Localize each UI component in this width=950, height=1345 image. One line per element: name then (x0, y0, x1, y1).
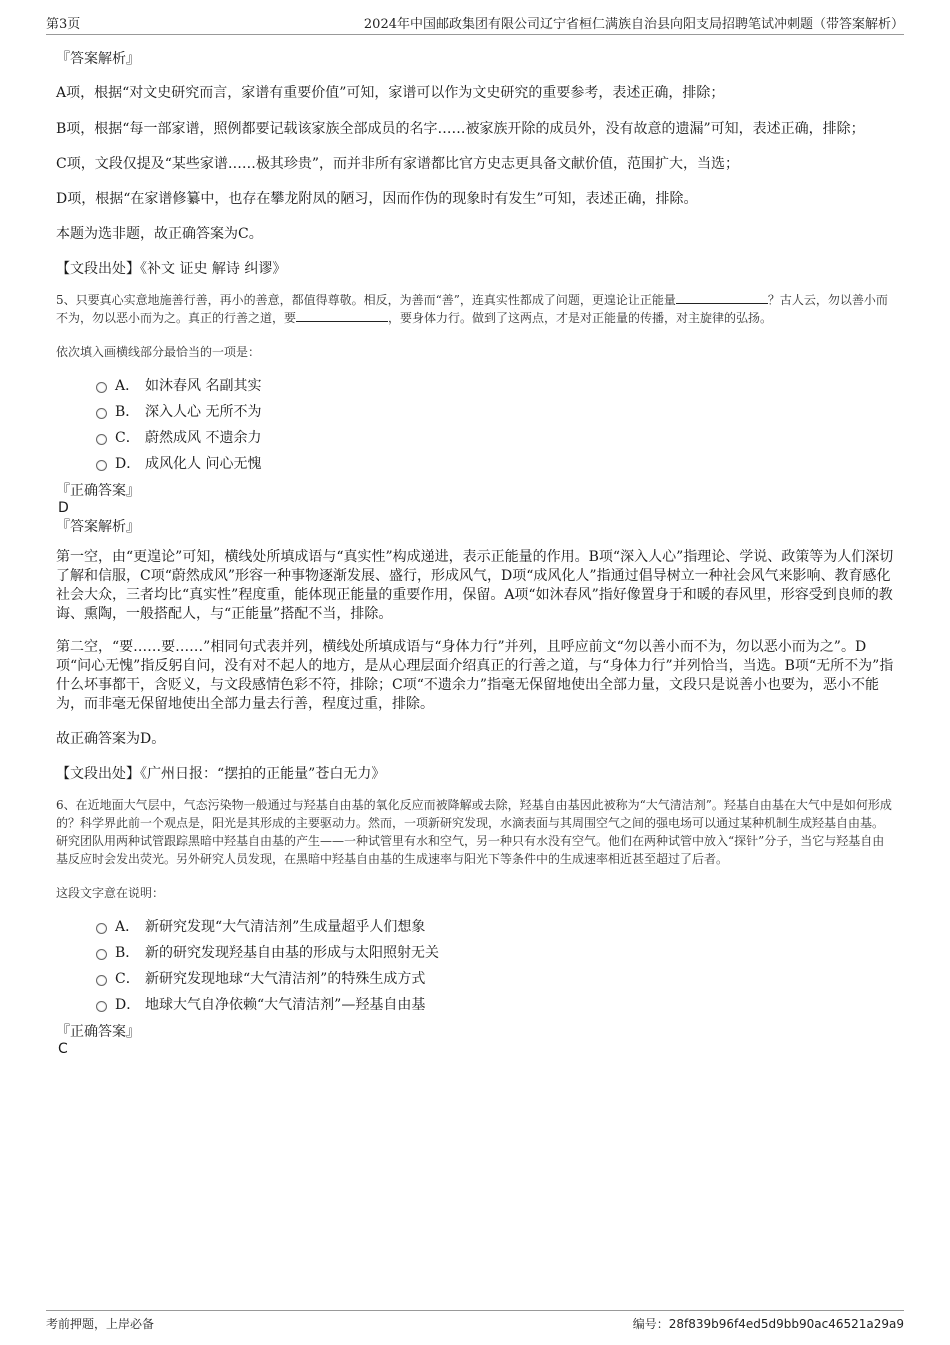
correct-answer-tag: 『正确答案』 (56, 483, 140, 499)
option-b[interactable]: B． 深入人心 无所不为 (96, 398, 894, 424)
option-c[interactable]: C． 新研究发现地球“大气清洁剂”的特殊生成方式 (96, 965, 894, 991)
analysis-a: A项，根据“对文史研究而言，家谱有重要价值”可知，家谱可以作为文史研究的重要参考，表述正确，排除； (56, 85, 725, 101)
blank-2 (296, 309, 388, 322)
analysis-blank-2: 第二空，“要……要……”相同句式表并列，横线处所填成语与“身体力行”并列，且呼应前文“勿以善小而不为，勿以恶小而为之”。D项“问心无愧”指反躬自问，没有对不起人的地方，是从心理层面介绍真正的行善之道，与“身体力行”并列恰当，当选。B项“无所不为”指什么坏事都干，含贬义，与文段感情色彩不符，排除；C项“不遗余力”指毫无保留地使出全部力量，文段只是说善小也要为，恶小不能为，而非毫无保留地使出全部力量去行善，程度过重，排除。 (56, 639, 894, 712)
footer-slogan: 考前押题，上岸必备 (46, 1317, 155, 1331)
radio-icon[interactable] (96, 975, 107, 986)
correct-answer-tag: 『正确答案』 (56, 1024, 140, 1040)
question-5-text: 5、只要真心实意地施善行善，再小的善意，都值得尊敬。相反，为善而“善”，连真实性都成了问题，更遑论让正能量 ？古人云，勿以善小而不为，勿以恶小而为之。真正的行善之道，要 ，要身体力行。做到了这两点，才是对正能量的传播，对主旋律的弘扬。 (56, 293, 888, 325)
radio-icon[interactable] (96, 460, 107, 471)
analysis-tag: 『答案解析』 (56, 519, 140, 535)
source-citation: 【文段出处】《广州日报：“摆拍的正能量”苍白无力》 (56, 766, 386, 782)
analysis-blank-1: 第一空，由“更遑论”可知，横线处所填成语与“真实性”构成递进，表示正能量的作用。B项“深入人心”指理论、学说、政策等为人们深切了解和信服，C项“蔚然成风”形容一种事物逐渐发展、盛行，形成风气，D项“成风化人”指通过倡导树立一种社会风气来影响、教育感化社会大众，三者均比“真实性”程度重，能体现正能量的重要作用，保留。A项“如沐春风”指好像置身于和暖的春风里，形容受到良师的教诲、熏陶，一般搭配人，与“正能量”搭配不当，排除。 (56, 549, 894, 622)
analysis-conclusion: 故正确答案为D。 (56, 731, 166, 747)
radio-icon[interactable] (96, 1001, 107, 1012)
analysis-tag: 『答案解析』 (56, 51, 140, 67)
question-5-prompt: 依次填入画横线部分最恰当的一项是： (56, 345, 261, 359)
correct-answer: C (58, 1041, 68, 1057)
radio-icon[interactable] (96, 434, 107, 445)
question-6-options (96, 913, 894, 1017)
option-a[interactable]: A． 如沐春风 名副其实 (96, 372, 894, 398)
question-5-options (96, 372, 894, 476)
source-citation: 【文段出处】《补文 证史 解诗 纠谬》 (56, 261, 287, 277)
document-content (56, 44, 894, 1057)
analysis-b: B项，根据“每一部家谱，照例都要记载该家族全部成员的名字……被家族开除的成员外，没有故意的遗漏”可知，表述正确，排除； (56, 121, 865, 137)
radio-icon[interactable] (96, 408, 107, 419)
radio-icon[interactable] (96, 382, 107, 393)
document-title: 2024年中国邮政集团有限公司辽宁省桓仁满族自治县向阳支局招聘笔试冲刺题（带答案解析） (363, 17, 904, 32)
option-d[interactable]: D． 成风化人 问心无愧 (96, 450, 894, 476)
option-b[interactable]: B． 新的研究发现羟基自由基的形成与太阳照射无关 (96, 939, 894, 965)
analysis-d: D项，根据“在家谱修纂中，也存在攀龙附凤的陋习，因而作伪的现象时有发生”可知，表述正确，排除。 (56, 191, 698, 207)
blank-1 (676, 291, 768, 304)
page-header (46, 10, 904, 35)
page-number: 第3页 (46, 17, 81, 32)
document-id: 编号：28f839b96f4ed5d9bb90ac46521a29a9 (632, 1317, 904, 1331)
analysis-conclusion: 本题为选非题，故正确答案为C。 (56, 226, 263, 242)
analysis-c: C项，文段仅提及“某些家谱……极其珍贵”，而并非所有家谱都比官方史志更具备文献价值，范围扩大，当选； (56, 156, 740, 172)
option-a[interactable]: A． 新研究发现“大气清洁剂”生成量超乎人们想象 (96, 913, 894, 939)
question-6-prompt: 这段文字意在说明： (56, 886, 165, 900)
radio-icon[interactable] (96, 949, 107, 960)
question-6-text: 6、在近地面大气层中，气态污染物一般通过与羟基自由基的氧化反应而被降解或去除，羟基自由基因此被称为“大气清洁剂”。羟基自由基在大气中是如何形成的？科学界此前一个观点是，阳光是其形成的主要驱动力。然而，一项新研究发现，水滴表面与其周围空气之间的强电场可以通过某种机制生成羟基自由基。研究团队用两种试管跟踪黑暗中羟基自由基的产生——一种试管里有水和空气，另一种只有水没有空气。他们在两种试管中放入“探针”分子，当它与羟基自由基反应时会发出荧光。另外研究人员发现，在黑暗中羟基自由基的生成速率与阳光下等条件中的生成速率相近甚至超过了后者。 (56, 798, 892, 866)
radio-icon[interactable] (96, 923, 107, 934)
page-footer (46, 1310, 904, 1332)
option-d[interactable]: D． 地球大气自净依赖“大气清洁剂”—羟基自由基 (96, 991, 894, 1017)
correct-answer: D (58, 500, 69, 516)
option-c[interactable]: C． 蔚然成风 不遗余力 (96, 424, 894, 450)
